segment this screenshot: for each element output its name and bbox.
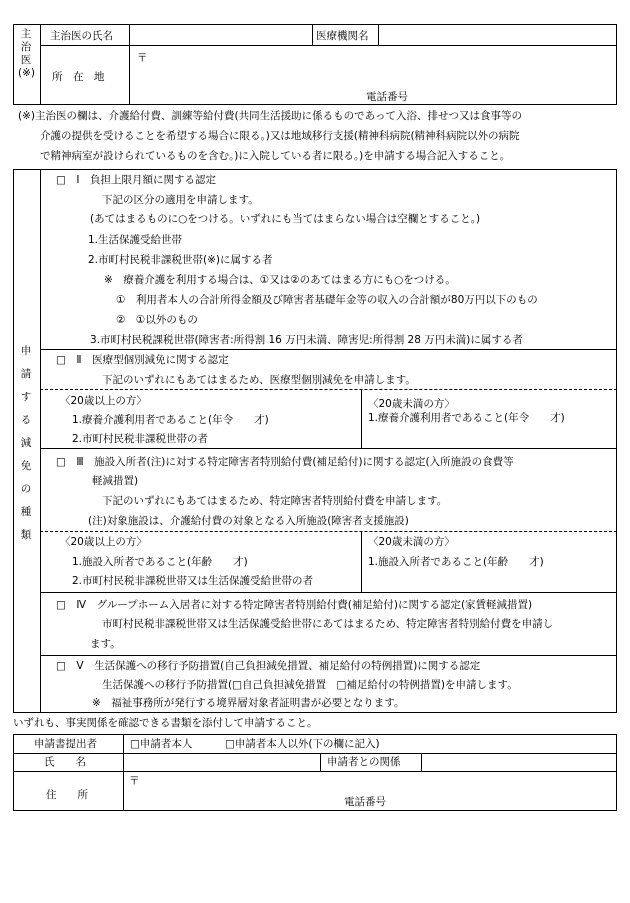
section1-line: 下記の区分の適用を申請します。: [102, 194, 259, 206]
section2-desc: 下記のいずれにもあてはまるため、医療型個別減免を申請します。: [102, 374, 416, 386]
submitter-address-label: 住 所: [46, 789, 88, 801]
section1-line: 1.生活保護受給世帯: [88, 234, 183, 246]
section1-line: ② ①以外のもの: [116, 314, 198, 326]
postal-mark: 〒: [137, 52, 148, 64]
note-line-2: 介護の提供を受けることを希望する場合に限る。)又は地域移行支援(精神科病院(精神科病院以外の病院: [40, 130, 520, 142]
section3-left-item: 2.市町村民税非課税世帯又は生活保護受給世帯の者: [72, 575, 314, 587]
submitter-phone-label: 電話番号: [344, 796, 386, 808]
section3-title-cont: 軽減措置): [92, 475, 139, 487]
submitter-label: 申請書提出者: [34, 738, 97, 750]
doctor-name-label: 主治医の氏名: [50, 30, 113, 42]
section3-desc: 下記のいずれにもあてはまるため、特定障害者特別給付費を申請します。: [102, 495, 448, 507]
relation-label: 申請者との関係: [327, 756, 401, 768]
section5-note: ※ 福祉事務所が発行する境界層対象者証明書が必要となります。: [92, 697, 405, 709]
section3-left-head: 〈20歳以上の方〉: [60, 536, 147, 548]
submitter-name-label: 氏 名: [44, 756, 86, 768]
section4-desc-cont: ます。: [90, 638, 121, 650]
section1-line: ※ 療養介護を利用する場合は、①又は②のあてはまる方にも○をつける。: [104, 274, 456, 286]
note-line-3: で精神病室が設けられているものを含む。)に入院している者に限る。)を申請する場合記入すること。: [40, 150, 511, 162]
section4-desc: 市町村民税非課税世帯又は生活保護受給世帯にあてはまるため、特定障害者特別給付費を申請し: [102, 618, 554, 630]
section2-left-item: 1.療養介護利用者であること(年令 才): [72, 414, 269, 426]
section5-desc: 生活保護への移行予防措置(□自己負担減免措置 □補足給付の特例措置)を申請します。: [102, 679, 518, 691]
section3-right-item: 1.施設入所者であること(年齢 才): [368, 556, 544, 568]
section1-line: 3.市町村民税課税世帯(障害者:所得割 16 万円未満、障害児:所得割 28 万円未満)に属する者: [90, 334, 523, 346]
submitter-other-checkbox[interactable]: □申請者本人以外(下の欄に記入): [225, 738, 380, 750]
section4-title: □ Ⅳ グループホーム入居者に対する特定障害者特別給付費(補足給付)に関する認定(家賃軽減措置): [56, 599, 533, 611]
section3-left-item: 1.施設入所者であること(年齢 才): [72, 556, 248, 568]
section2-right-head: 〈20歳未満の方〉: [368, 398, 455, 410]
section1-line: ① 利用者本人の合計所得金額及び障害者基礎年金等の収入の合計額が80万円以下のもの: [116, 294, 538, 306]
submitter-postal-mark: 〒: [129, 775, 140, 787]
section1-line: 2.市町村民税非課税世帯(※)に属する者: [88, 254, 273, 266]
section3-title: □ Ⅲ 施設入所者(注)に対する特定障害者特別給付費(補足給付)に関する認定(入所施設の食費等: [56, 456, 514, 468]
reduction-type-label: 申請する減免の種類: [20, 345, 32, 541]
section3-note: (注)対象施設は、介護給付費の対象となる入所施設(障害者支援施設): [88, 515, 409, 527]
submitter-self-checkbox[interactable]: □申請者本人: [130, 738, 193, 750]
footer-note: いずれも、事実関係を確認できる書類を添付して申請すること。: [13, 717, 318, 729]
section3-right-head: 〈20歳未満の方〉: [368, 536, 455, 548]
doctor-side-label: 主治医(※): [18, 28, 35, 80]
section1-line: (あてはまるものに○をつける。いずれにも当てはまらない場合は空欄とすること。): [90, 213, 481, 225]
doctor-phone-label: 電話番号: [366, 91, 408, 103]
doctor-address-label: 所 在 地: [52, 71, 105, 83]
section2-title: □ Ⅱ 医療型個別減免に関する認定: [56, 354, 229, 366]
note-line-1: (※)主治医の欄は、介護給付費、訓練等給付費(共同生活援助に係るものであって入浴、排せつ又は食事等の: [18, 110, 522, 122]
section5-title: □ Ⅴ 生活保護への移行予防措置(自己負担減免措置、補足給付の特例措置)に関する認定: [56, 660, 481, 672]
institution-label: 医療機関名: [316, 30, 369, 42]
section2-left-item: 2.市町村民税非課税世帯の者: [72, 433, 209, 445]
section1-title: □ Ⅰ 負担上限月額に関する認定: [56, 174, 217, 186]
section2-right-item: 1.療養介護利用者であること(年令 才): [368, 412, 565, 424]
section2-left-head: 〈20歳以上の方〉: [60, 395, 147, 407]
